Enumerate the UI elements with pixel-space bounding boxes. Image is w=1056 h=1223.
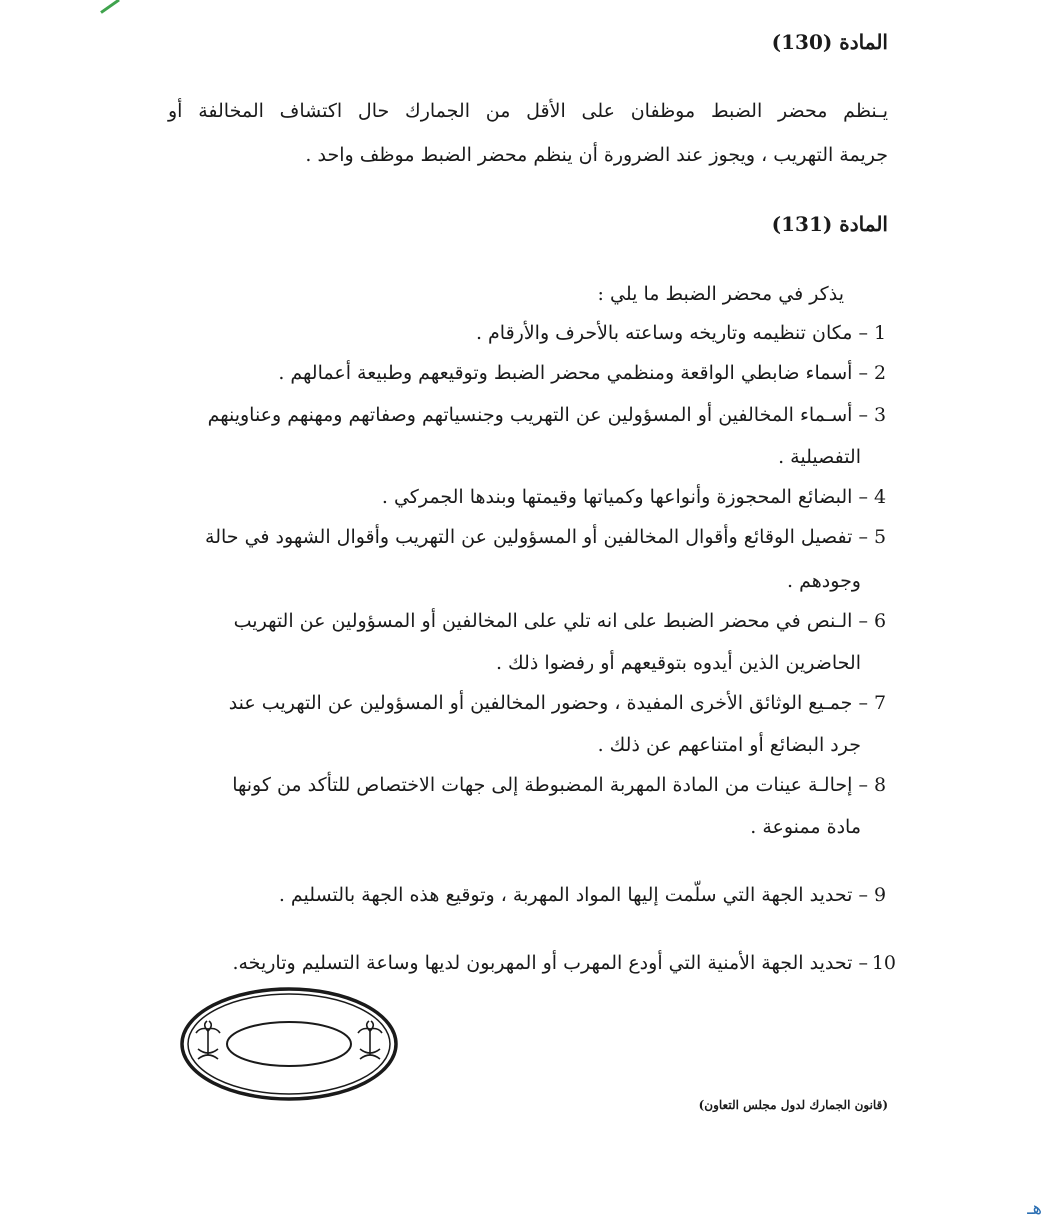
item-number: 7	[874, 692, 887, 714]
article-130-title: المادة (130)	[771, 30, 888, 54]
palm-emblem-left-icon	[196, 1021, 220, 1059]
item-text: – الـنص في محضر الضبط على انه تلي على المخالفين أو المسؤولين عن التهريب	[233, 610, 868, 632]
item-text: – البضائع المحجوزة وأنواعها وكمياتها وقيمتها وبندها الجمركي .	[381, 486, 868, 508]
item-text: – أسماء ضابطي الواقعة ومنظمي محضر الضبط وتوقيعهم وطبيعة أعمالهم .	[278, 362, 868, 384]
item-text: – جمـيع الوثائق الأخرى المفيدة ، وحضور المخالفين أو المسؤولين عن التهريب عند	[228, 692, 868, 714]
list-item	[161, 610, 896, 632]
item-number: 6	[874, 610, 887, 632]
item-number: 9	[874, 884, 887, 906]
list-item	[161, 486, 896, 508]
green-check-mark	[92, 0, 120, 14]
item-continuation: وجودهم .	[787, 570, 861, 592]
item-number: 4	[874, 486, 887, 508]
palm-emblem-right-icon	[358, 1021, 382, 1059]
item-continuation: الحاضرين الذين أيدوه بتوقيعهم أو رفضوا ذلك .	[495, 652, 861, 674]
footer-reference: (قانون الجمارك لدول مجلس التعاون)	[698, 1098, 888, 1112]
official-seal	[178, 985, 400, 1103]
article-130-line-1: يـنظم محضر الضبط موظفان على الأقل من الجمارك حال اكتشاف المخالفة أو	[168, 100, 889, 122]
list-item	[161, 362, 896, 384]
list-item	[161, 952, 896, 974]
item-number: 8	[874, 774, 887, 796]
item-number: 3	[874, 404, 887, 426]
item-text: – مكان تنظيمه وتاريخه وساعته بالأحرف والأرقام .	[475, 322, 868, 344]
list-item	[161, 774, 896, 796]
corner-glyph: هـ	[1027, 1198, 1042, 1219]
item-number: 5	[874, 526, 887, 548]
article-131-intro: يذكر في محضر الضبط ما يلي :	[597, 283, 844, 305]
item-text: – تحديد الجهة التي سلّمت إليها المواد المهربة ، وتوقيع هذه الجهة بالتسليم .	[278, 884, 868, 906]
list-item	[161, 322, 896, 344]
article-130-line-2: جريمة التهريب ، ويجوز عند الضرورة أن ينظم محضر الضبط موظف واحد .	[305, 144, 888, 166]
list-item	[161, 526, 896, 548]
item-continuation: جرد البضائع أو امتناعهم عن ذلك .	[597, 734, 861, 756]
item-continuation: مادة ممنوعة .	[750, 816, 861, 838]
item-text: – أسـماء المخالفين أو المسؤولين عن التهريب وجنسياتهم وصفاتهم ومهنهم وعناوينهم	[207, 404, 868, 426]
item-text: – تحديد الجهة الأمنية التي أودع المهرب أو المهربون لديها وساعة التسليم وتاريخه.	[232, 952, 868, 974]
item-number: 1	[874, 322, 887, 344]
article-131-title: المادة (131)	[771, 212, 888, 236]
item-number: 10	[871, 952, 896, 974]
item-continuation: التفصيلية .	[778, 446, 861, 468]
list-item	[161, 692, 896, 714]
item-number: 2	[874, 362, 887, 384]
item-text: – تفصيل الوقائع وأقوال المخالفين أو المسؤولين عن التهريب وأقوال الشهود في حالة	[205, 526, 868, 548]
item-text: – إحالـة عينات من المادة المهربة المضبوطة إلى جهات الاختصاص للتأكد من كونها	[232, 774, 868, 796]
list-item	[161, 404, 896, 426]
list-item	[161, 884, 896, 906]
